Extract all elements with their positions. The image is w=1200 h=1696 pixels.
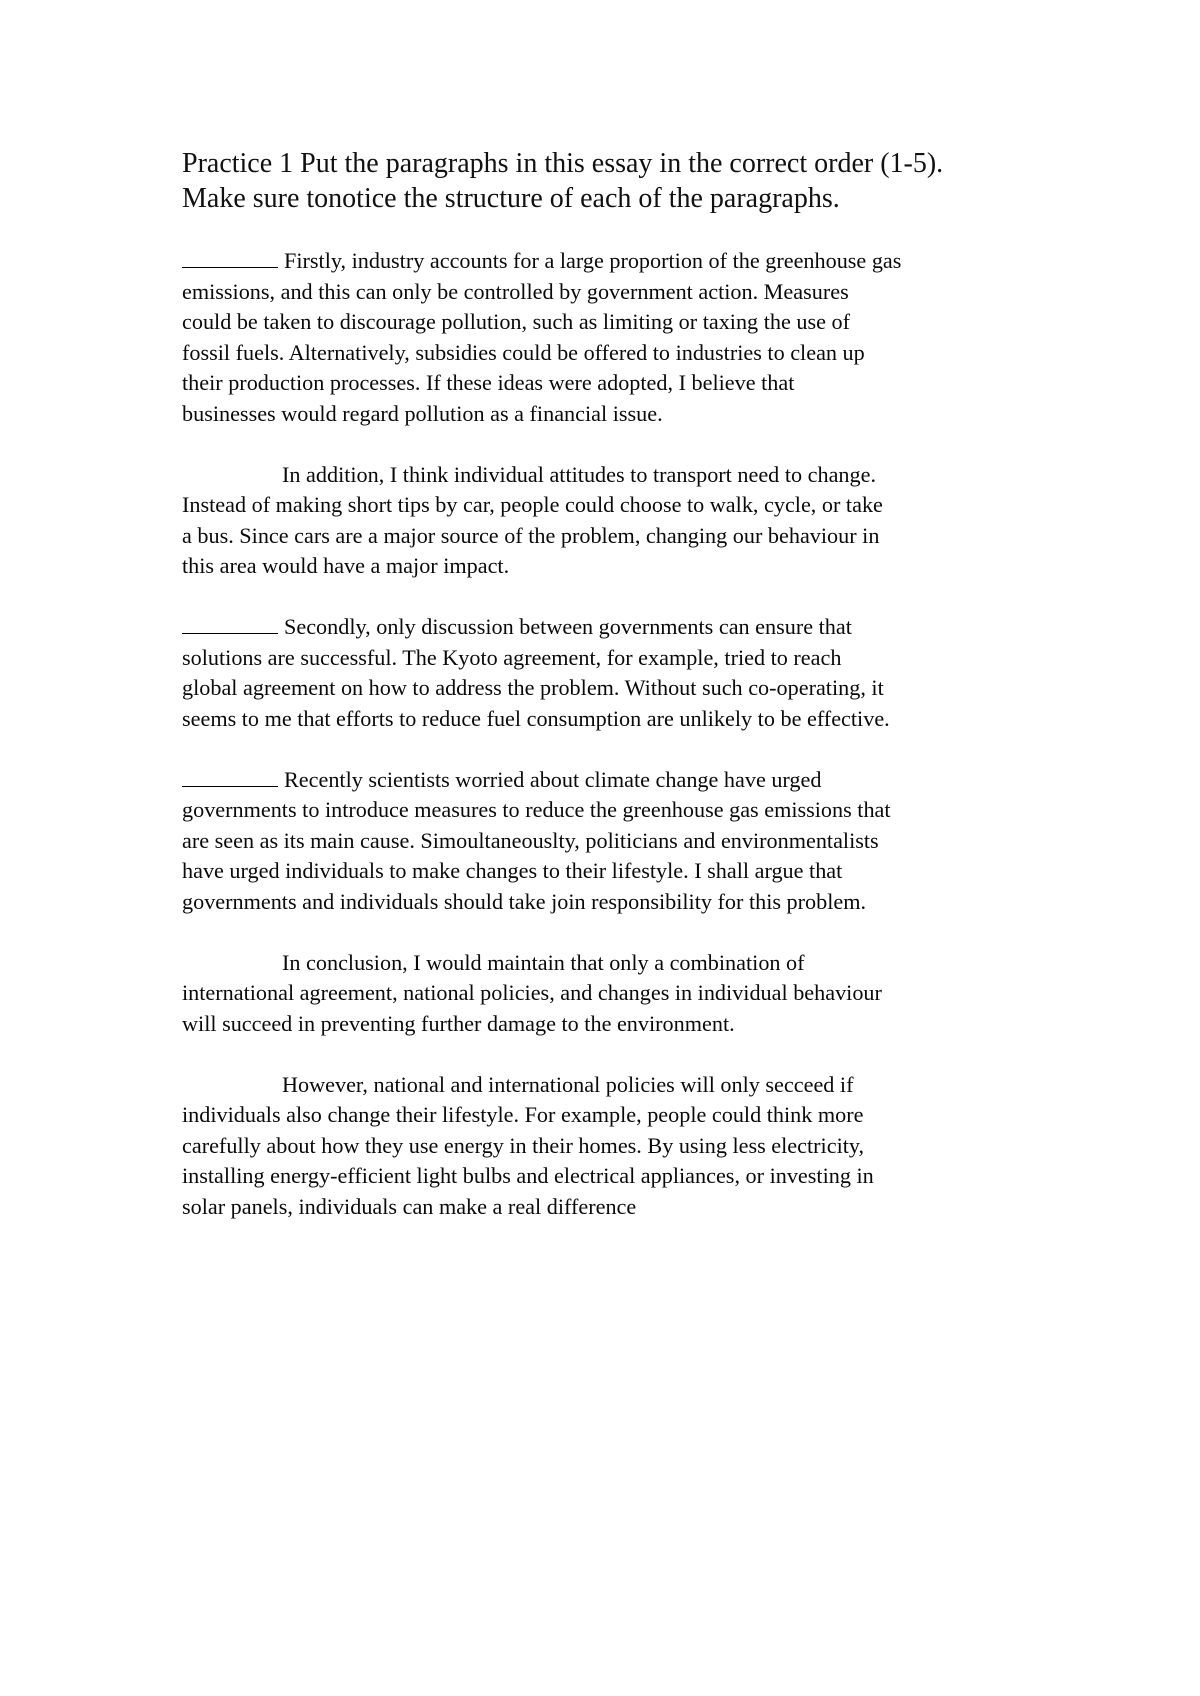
line-text: international agreement, national policies, and changes in individual behaviour [182, 980, 882, 1005]
paragraph-line [182, 521, 1042, 552]
paragraph-line [182, 338, 1042, 369]
line-text: are seen as its main cause. Simoultaneouslty, politicians and environmentalists [182, 827, 879, 853]
paragraph-line [182, 246, 1042, 277]
order-blank[interactable] [182, 249, 278, 268]
line-text: Recently scientists worried about climate change have urged [284, 766, 822, 792]
paragraph-line [182, 1131, 1042, 1162]
order-blank[interactable] [182, 768, 278, 787]
title-line-1: Practice 1 Put the paragraphs in this essay in the correct order (1-5). [182, 148, 944, 179]
line-text: Secondly, only discussion between governments can ensure that [284, 614, 852, 639]
paragraph-line [182, 368, 1042, 399]
paragraph-line [182, 826, 1042, 857]
line-text: emissions, and this can only be controlled by government action. Measures [182, 278, 849, 304]
paragraph-line [182, 704, 1042, 735]
paragraph-line [182, 551, 1042, 582]
order-blank[interactable] [182, 615, 278, 634]
line-text: Instead of making short tips by car, people could choose to walk, cycle, or take [182, 492, 883, 517]
exercise-title [182, 146, 1062, 216]
line-text: governments to introduce measures to reduce the greenhouse gas emissions that [182, 797, 891, 822]
line-text: could be taken to discourage pollution, such as limiting or taxing the use of [182, 309, 850, 334]
line-text: In conclusion, I would maintain that only a combination of [282, 949, 805, 975]
line-text: global agreement on how to address the problem. Without such co-operating, it [182, 675, 884, 700]
line-text: governments and individuals should take join responsibility for this problem. [182, 888, 867, 914]
line-text: a bus. Since cars are a major source of the problem, changing our behaviour in [182, 522, 880, 548]
essay-paragraph [182, 765, 1042, 918]
paragraph-line [182, 1192, 1042, 1223]
line-text: their production processes. If these ideas were adopted, I believe that [182, 370, 795, 395]
line-text: this area would have a major impact. [182, 553, 510, 578]
essay-paragraph [182, 612, 1042, 734]
paragraph-line [182, 948, 1042, 979]
paragraph-line [182, 673, 1042, 704]
line-text: installing energy-efficient light bulbs and electrical appliances, or investing in [182, 1163, 874, 1188]
essay-paragraph [182, 948, 1042, 1040]
paragraph-line [182, 1009, 1042, 1040]
line-text: solutions are successful. The Kyoto agreement, for example, tried to reach [182, 644, 842, 670]
paragraph-line [182, 765, 1042, 796]
paragraph-line [182, 612, 1042, 643]
line-text: seems to me that efforts to reduce fuel consumption are unlikely to be effective. [182, 705, 890, 731]
line-text: solar panels, individuals can make a real difference [182, 1193, 637, 1219]
paragraph-line [182, 460, 1042, 491]
line-text: will succeed in preventing further damage to the environment. [182, 1010, 735, 1036]
line-text: However, national and international policies will only secceed if [282, 1071, 854, 1097]
paragraph-line [182, 887, 1042, 918]
line-text: Firstly, industry accounts for a large proportion of the greenhouse gas [284, 248, 902, 273]
paragraph-line [182, 277, 1042, 308]
line-text: individuals also change their lifestyle. For example, people could think more [182, 1102, 864, 1127]
paragraph-line [182, 1100, 1042, 1131]
paragraph-line [182, 1161, 1042, 1192]
line-text: businesses would regard pollution as a financial issue. [182, 400, 663, 426]
paragraph-line [182, 795, 1042, 826]
line-text: carefully about how they use energy in their homes. By using less electricity, [182, 1132, 865, 1158]
line-text: In addition, I think individual attitudes to transport need to change. [282, 461, 877, 487]
paragraph-line [182, 856, 1042, 887]
line-text: fossil fuels. Alternatively, subsidies could be offered to industries to clean up [182, 339, 865, 365]
paragraph-line [182, 490, 1042, 521]
paragraph-line [182, 643, 1042, 674]
essay-paragraph [182, 246, 1042, 429]
title-line-2: Make sure tonotice the structure of each of the paragraphs. [182, 183, 840, 214]
essay-paragraph [182, 1070, 1042, 1223]
essay-paragraph [182, 460, 1042, 582]
paragraph-line [182, 978, 1042, 1009]
essay-body [182, 246, 1042, 1253]
paragraph-line [182, 399, 1042, 430]
paragraph-line [182, 307, 1042, 338]
paragraph-line [182, 1070, 1042, 1101]
line-text: have urged individuals to make changes to their lifestyle. I shall argue that [182, 858, 843, 883]
